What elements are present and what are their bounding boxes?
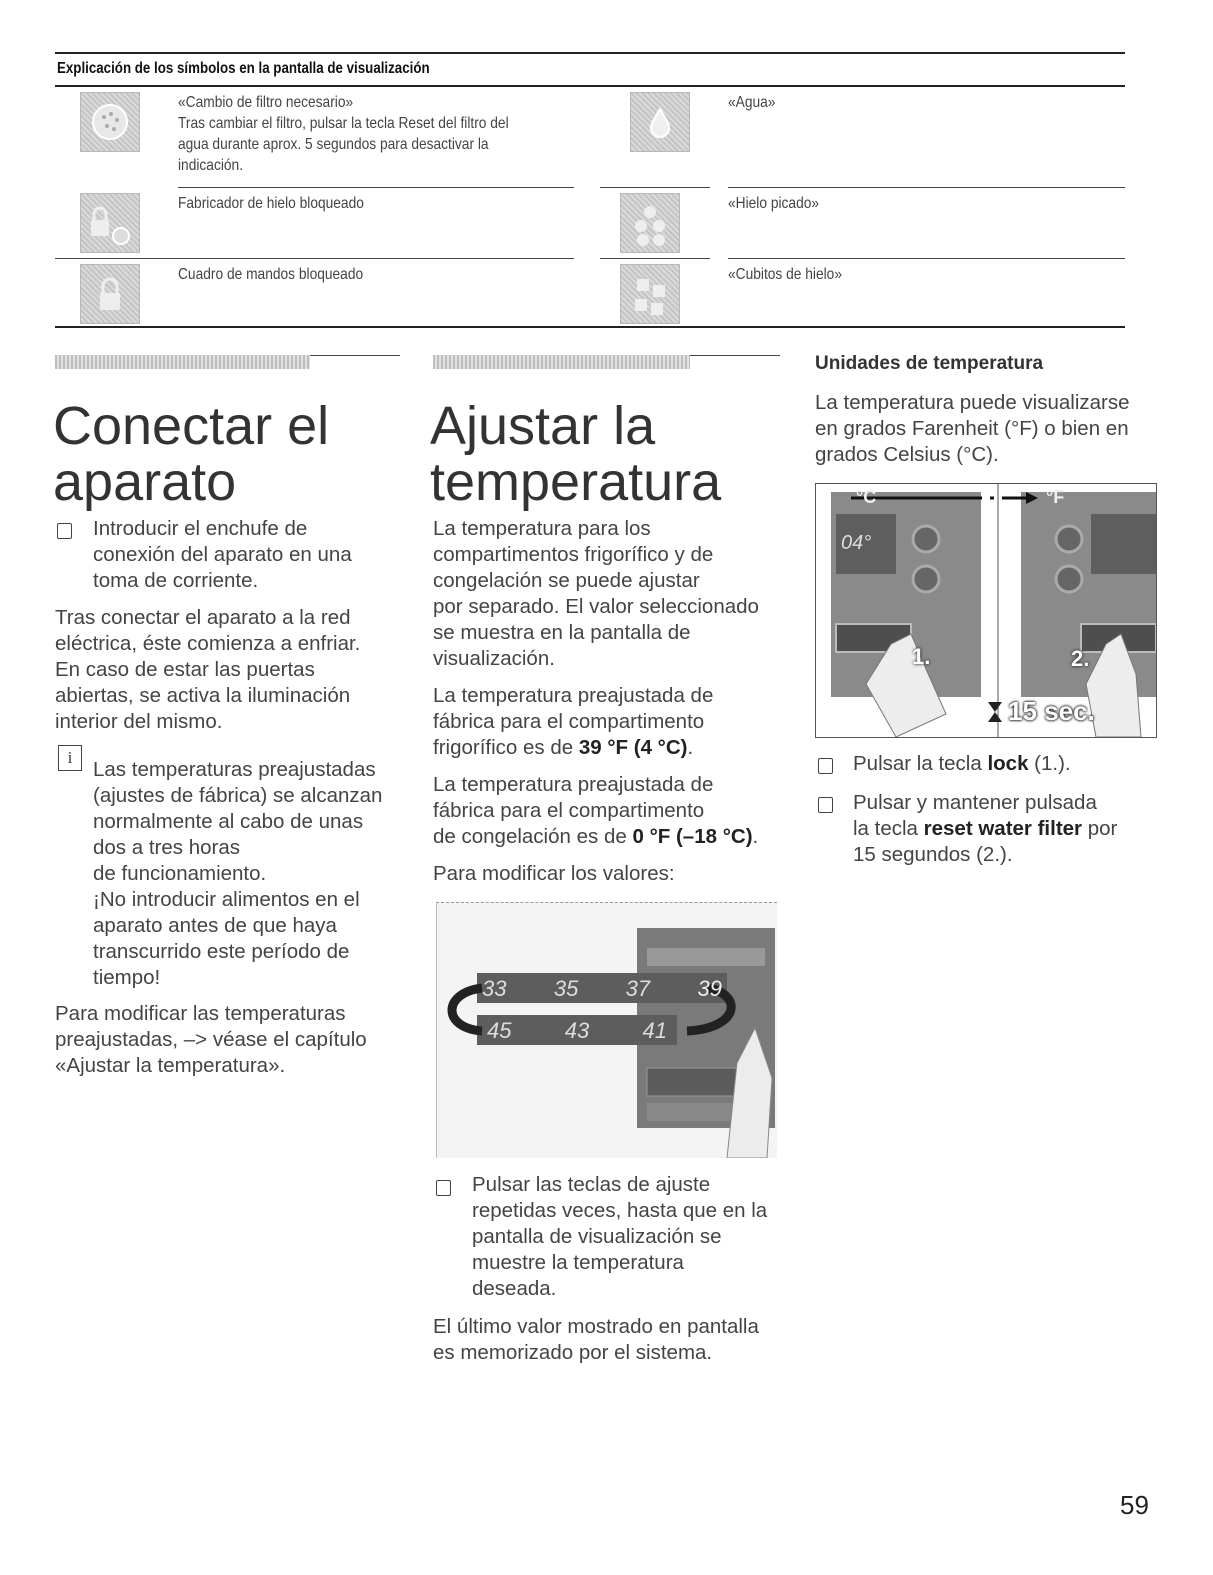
section-rule bbox=[310, 355, 400, 356]
text-span: la tecla bbox=[853, 817, 924, 840]
memorized-note bbox=[433, 1314, 759, 1366]
row-divider bbox=[600, 187, 710, 188]
checkbox-bullet bbox=[57, 523, 72, 539]
text-line: Tras conectar el aparato a la red bbox=[55, 606, 351, 629]
symbol-text-line: «Cambio de filtro necesario» bbox=[178, 94, 354, 111]
row-divider bbox=[55, 258, 574, 259]
text-line: La temperatura preajustada de bbox=[433, 684, 714, 707]
text-line: se muestra en la pantalla de bbox=[433, 621, 691, 644]
display-value: 39 bbox=[697, 976, 722, 1001]
display-bottom-row bbox=[487, 1018, 667, 1044]
row-divider bbox=[178, 187, 574, 188]
connect-paragraph bbox=[55, 605, 360, 735]
text-span: de congelación es de bbox=[433, 825, 633, 848]
checkbox-bullet bbox=[436, 1180, 451, 1196]
text-line: La temperatura para los bbox=[433, 517, 651, 540]
text-line bbox=[433, 735, 713, 761]
text-line: tiempo! bbox=[93, 966, 161, 989]
row-divider bbox=[600, 258, 710, 259]
text-line: toma de corriente. bbox=[93, 569, 259, 592]
step-1-label: 1. bbox=[912, 644, 931, 669]
section-rule bbox=[690, 355, 780, 356]
text-line: eléctrica, éste comienza a enfriar. bbox=[55, 632, 361, 655]
fahrenheit-label: °F bbox=[1046, 487, 1065, 507]
text-span: . bbox=[687, 736, 694, 759]
text-line: normalmente al cabo de unas bbox=[93, 810, 364, 833]
page-number: 59 bbox=[1120, 1490, 1149, 1520]
text-line: transcurrido este período de bbox=[93, 940, 350, 963]
display-reading: 04° bbox=[841, 532, 872, 554]
row-divider bbox=[728, 258, 1125, 259]
text-line: Pulsar las teclas de ajuste bbox=[472, 1173, 711, 1196]
title-line: aparato bbox=[53, 452, 237, 512]
text-line: Las temperaturas preajustadas bbox=[93, 758, 376, 781]
text-line: de funcionamiento. bbox=[93, 862, 267, 885]
text-line: por separado. El valor seleccionado bbox=[433, 595, 759, 618]
units-paragraph bbox=[815, 390, 1130, 468]
symbol-text-line: indicación. bbox=[178, 157, 244, 174]
text-line: 15 segundos (2.). bbox=[853, 843, 1013, 866]
text-line: visualización. bbox=[433, 647, 555, 670]
section-stripe bbox=[55, 355, 310, 369]
filter-change-description bbox=[178, 92, 509, 176]
text-line: ¡No introducir alimentos en el bbox=[93, 888, 360, 911]
text-line: En caso de estar las puertas bbox=[55, 658, 315, 681]
adjust-title bbox=[430, 398, 721, 510]
water-drop-icon bbox=[630, 92, 690, 152]
text-line: grados Celsius (°C). bbox=[815, 443, 999, 466]
display-value: 37 bbox=[625, 976, 651, 1001]
text-line: repetidas veces, hasta que en la bbox=[472, 1199, 768, 1222]
table-bottom-rule bbox=[55, 326, 1125, 328]
connect-title bbox=[53, 398, 329, 510]
text-line bbox=[433, 824, 758, 850]
water-label: «Agua» bbox=[728, 94, 776, 111]
text-span: (1.). bbox=[1028, 752, 1071, 775]
celsius-label: °C bbox=[856, 487, 877, 507]
checkbox-bullet bbox=[818, 797, 833, 813]
text-line: «Ajustar la temperatura». bbox=[55, 1054, 286, 1077]
row-divider bbox=[728, 187, 1125, 188]
text-line: interior del mismo. bbox=[55, 710, 223, 733]
text-line: Introducir el enchufe de bbox=[93, 517, 308, 540]
title-line: Conectar el bbox=[53, 396, 330, 456]
fridge-preset-value: 39 °F (4 °C) bbox=[578, 736, 688, 759]
text-line: El último valor mostrado en pantalla bbox=[433, 1315, 759, 1338]
text-line: conexión del aparato en una bbox=[93, 543, 352, 566]
display-value: 41 bbox=[642, 1018, 667, 1043]
units-step-1 bbox=[853, 751, 1071, 777]
display-value: 33 bbox=[482, 976, 507, 1001]
crushed-ice-label: «Hielo picado» bbox=[728, 195, 820, 212]
controls-locked-label: Cuadro de mandos bloqueado bbox=[178, 266, 364, 283]
reset-water-filter-key-label: reset water filter bbox=[923, 817, 1083, 840]
units-switch-figure bbox=[815, 483, 1157, 738]
timer-label: 15 sec. bbox=[1008, 696, 1095, 726]
ice-cubes-label: «Cubitos de hielo» bbox=[728, 266, 842, 283]
text-line: en grados Farenheit (°F) o bien en bbox=[815, 417, 1129, 440]
info-note bbox=[93, 757, 382, 991]
filter-icon bbox=[80, 92, 140, 152]
icemaker-lock-icon bbox=[80, 193, 140, 253]
text-line: abiertas, se activa la iluminación bbox=[55, 684, 351, 707]
text-line: fábrica para el compartimento bbox=[433, 710, 705, 733]
modify-values-intro: Para modificar los valores: bbox=[433, 862, 675, 885]
symbol-text-line: agua durante aprox. 5 segundos para desactivar la bbox=[178, 136, 489, 153]
fridge-preset-paragraph bbox=[433, 683, 713, 761]
text-line: fábrica para el compartimento bbox=[433, 799, 705, 822]
symbol-text-line: Tras cambiar el filtro, pulsar la tecla Reset del filtro del bbox=[178, 115, 509, 132]
info-icon: i bbox=[58, 745, 82, 771]
connect-see-also bbox=[55, 1001, 367, 1079]
text-line bbox=[853, 816, 1117, 842]
text-line: compartimentos frigorífico y de bbox=[433, 543, 714, 566]
table-header-rule bbox=[55, 85, 1125, 87]
lock-key-label: lock bbox=[987, 752, 1029, 775]
text-line: Pulsar y mantener pulsada bbox=[853, 791, 1097, 814]
adjust-paragraph bbox=[433, 516, 759, 672]
text-line: (ajustes de fábrica) se alcanzan bbox=[93, 784, 383, 807]
title-line: temperatura bbox=[430, 452, 722, 512]
section-stripe bbox=[433, 355, 690, 369]
temperature-display-figure bbox=[436, 902, 777, 1158]
symbols-table-heading: Explicación de los símbolos en la pantalla de visualización bbox=[57, 60, 430, 77]
ice-cubes-icon bbox=[620, 264, 680, 324]
title-line: Ajustar la bbox=[430, 396, 656, 456]
icemaker-locked-label: Fabricador de hielo bloqueado bbox=[178, 195, 364, 212]
units-step-2 bbox=[853, 790, 1117, 868]
text-span: frigorífico es de bbox=[433, 736, 579, 759]
display-value: 43 bbox=[564, 1018, 590, 1043]
display-value: 45 bbox=[487, 1018, 512, 1043]
step-2-label: 2. bbox=[1071, 646, 1090, 671]
freezer-preset-value: 0 °F (–18 °C) bbox=[632, 825, 753, 848]
text-line: pantalla de visualización se bbox=[472, 1225, 722, 1248]
freezer-preset-paragraph bbox=[433, 772, 758, 850]
table-top-rule bbox=[55, 52, 1125, 54]
text-span: Pulsar la tecla bbox=[853, 752, 988, 775]
units-heading: Unidades de temperatura bbox=[815, 353, 1044, 374]
text-span: . bbox=[752, 825, 759, 848]
adjust-step bbox=[472, 1172, 767, 1302]
control-lock-icon bbox=[80, 264, 140, 324]
text-line: Para modificar las temperaturas bbox=[55, 1002, 346, 1025]
text-line: dos a tres horas bbox=[93, 836, 240, 859]
text-span: por bbox=[1082, 817, 1118, 840]
text-line: es memorizado por el sistema. bbox=[433, 1341, 713, 1364]
crushed-ice-icon bbox=[620, 193, 680, 253]
text-line: aparato antes de que haya bbox=[93, 914, 337, 937]
display-value: 35 bbox=[553, 976, 579, 1001]
text-line: deseada. bbox=[472, 1277, 557, 1300]
text-line: La temperatura preajustada de bbox=[433, 773, 714, 796]
text-line: preajustadas, –> véase el capítulo bbox=[55, 1028, 367, 1051]
text-line: La temperatura puede visualizarse bbox=[815, 391, 1130, 414]
display-top-row bbox=[482, 976, 722, 1002]
text-line: congelación se puede ajustar bbox=[433, 569, 700, 592]
text-line: muestre la temperatura bbox=[472, 1251, 684, 1274]
checkbox-bullet bbox=[818, 758, 833, 774]
connect-step bbox=[93, 516, 352, 594]
